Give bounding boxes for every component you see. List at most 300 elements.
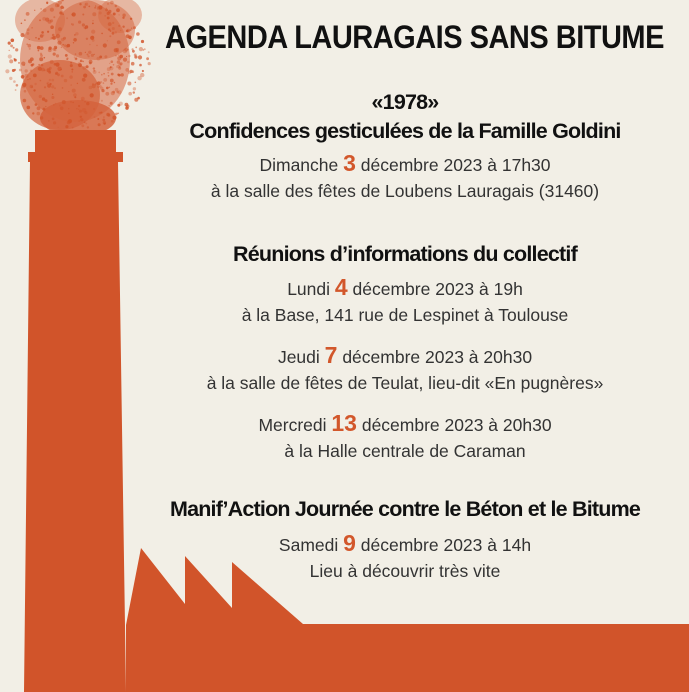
smoke-speck [31, 86, 33, 88]
smoke-speck [5, 69, 9, 73]
smoke-speck [53, 53, 56, 56]
smoke-speck [67, 121, 71, 125]
smoke-speck [34, 83, 36, 85]
smoke-speck [27, 32, 30, 35]
smoke-speck [71, 69, 73, 71]
manif-date-prefix: Samedi [278, 535, 344, 555]
smoke-speck [14, 59, 16, 61]
smoke-speck [103, 82, 105, 84]
smoke-speck [124, 48, 128, 52]
smoke-speck [106, 87, 109, 90]
meeting1-date-prefix: Lundi [287, 279, 335, 299]
smoke-speck [120, 30, 121, 31]
smoke-speck [40, 54, 43, 57]
meeting3-date-day: 13 [331, 410, 357, 436]
smoke-speck [94, 7, 96, 9]
smoke-speck [77, 83, 78, 84]
smoke-speck [72, 89, 76, 93]
smoke-speck [82, 23, 85, 26]
smoke-speck [101, 33, 103, 35]
show-date-day: 3 [343, 150, 356, 176]
smoke-speck [133, 87, 136, 90]
smoke-speck [70, 101, 72, 103]
smoke-speck [32, 63, 34, 65]
smoke-speck [54, 49, 56, 51]
smoke-speck [88, 6, 90, 8]
smoke-speck [128, 55, 130, 57]
smoke-speck [52, 34, 55, 37]
smoke-speck [72, 102, 73, 103]
smoke-speck [24, 19, 26, 21]
smoke-speck [118, 55, 119, 56]
smoke-speck [49, 79, 51, 81]
smoke-speck [40, 34, 44, 38]
smoke-speck [84, 27, 86, 29]
smoke-speck [110, 102, 113, 105]
smoke-speck [90, 36, 94, 40]
smoke-speck [126, 56, 127, 57]
smoke-speck [78, 109, 79, 110]
smoke-speck [83, 6, 86, 9]
smoke-speck [93, 108, 95, 110]
smoke-speck [16, 84, 19, 87]
smoke-speck [87, 126, 89, 128]
smoke-speck [115, 55, 117, 57]
smoke-speck [21, 75, 25, 79]
smoke-speck [81, 99, 83, 101]
smoke-speck [35, 103, 38, 106]
smoke-speck [82, 108, 86, 112]
smoke-speck [118, 14, 119, 15]
smoke-speck [55, 63, 59, 67]
smoke-speck [99, 56, 102, 59]
smoke-speck [134, 98, 138, 102]
smoke-speck [86, 102, 89, 105]
smoke-speck [103, 116, 104, 117]
smoke-speck [44, 86, 46, 88]
smoke-speck [27, 28, 30, 31]
smoke-speck [25, 74, 29, 78]
smoke-speck [43, 34, 44, 35]
smoke-speck [128, 36, 132, 40]
smoke-speck [115, 31, 117, 33]
smoke-speck [107, 12, 110, 15]
smoke-speck [64, 79, 67, 82]
smoke-speck [100, 112, 102, 114]
meeting3-place: à la Halle centrale de Caraman [284, 441, 526, 461]
smoke-speck [73, 38, 77, 42]
smoke-speck [131, 62, 135, 66]
smoke-speck [118, 25, 120, 27]
smoke-speck [54, 87, 56, 89]
smoke-speck [44, 69, 46, 71]
smoke-speck [110, 30, 112, 32]
smoke-speck [38, 64, 39, 65]
smoke-speck [93, 67, 95, 69]
smoke-speck [37, 106, 41, 110]
smoke-speck [9, 59, 13, 63]
smoke-speck [115, 5, 117, 7]
smoke-speck [75, 57, 78, 60]
smoke-speck [38, 67, 42, 71]
smoke-speck [68, 108, 69, 109]
manif-date-suffix: décembre 2023 à 14h [355, 535, 532, 555]
meeting3-date-suffix: décembre 2023 à 20h30 [356, 415, 552, 435]
smoke-speck [43, 108, 46, 111]
smoke-speck [9, 50, 10, 51]
smoke-speck [72, 23, 74, 25]
smoke-speck [135, 47, 137, 49]
smoke-speck [44, 57, 46, 59]
meeting2-date-prefix: Jeudi [277, 347, 325, 367]
smoke-speck [68, 113, 70, 115]
smoke-speck [24, 90, 27, 93]
smoke-speck [70, 84, 72, 86]
smoke-speck [52, 94, 53, 95]
smoke-speck [104, 55, 107, 58]
smoke-speck [92, 23, 94, 25]
smoke-speck [29, 39, 30, 40]
smoke-speck [26, 12, 30, 16]
smoke-speck [133, 26, 136, 29]
smoke-speck [101, 74, 103, 76]
smoke-speck [103, 121, 106, 124]
smoke-speck [70, 64, 73, 67]
smoke-speck [106, 8, 107, 9]
smoke-speck [113, 13, 116, 16]
smoke-speck [72, 127, 74, 129]
smoke-speck [92, 84, 96, 88]
smoke-speck [90, 93, 94, 97]
smoke-speck [89, 86, 93, 90]
smoke-speck [116, 48, 119, 51]
meeting1-date-day: 4 [334, 274, 348, 300]
smoke-speck [30, 57, 34, 61]
smoke-speck [100, 87, 103, 90]
smoke-speck [42, 17, 46, 21]
smoke-speck [43, 9, 47, 13]
smoke-speck [117, 40, 121, 44]
smoke-speck [115, 113, 118, 116]
smoke-speck [112, 91, 115, 94]
smoke-speck [128, 92, 132, 96]
smoke-speck [109, 87, 111, 89]
smoke-speck [78, 120, 80, 122]
smoke-speck [85, 52, 86, 53]
smoke-speck [47, 68, 51, 72]
smoke-speck [62, 87, 64, 89]
smoke-speck [66, 17, 68, 19]
smoke-speck [84, 101, 86, 103]
smoke-speck [111, 60, 114, 63]
smoke-speck [10, 45, 13, 48]
smoke-speck [57, 41, 61, 45]
smoke-speck [37, 46, 41, 50]
show-place: à la salle des fêtes de Loubens Lauragais (31460) [210, 181, 600, 201]
smoke-speck [127, 82, 131, 86]
smoke-speck [111, 73, 114, 76]
smoke-speck [60, 69, 62, 71]
smoke-speck [46, 1, 48, 3]
smoke-speck [33, 89, 35, 91]
smoke-speck [107, 72, 109, 74]
smoke-speck [61, 75, 64, 78]
smoke-speck [74, 96, 76, 98]
smoke-speck [26, 43, 28, 45]
smoke-speck [59, 105, 61, 107]
smoke-speck [133, 91, 135, 93]
smoke-speck [31, 27, 33, 29]
manif-date-day: 9 [343, 530, 356, 556]
smoke-speck [88, 55, 90, 57]
smoke-speck [21, 62, 25, 66]
smoke-speck [121, 73, 124, 76]
smoke-speck [122, 26, 124, 28]
smoke-speck [91, 54, 94, 57]
smoke-speck [79, 52, 83, 56]
smoke-speck [92, 12, 96, 16]
smoke-speck [62, 100, 66, 104]
show-date [150, 150, 660, 177]
smoke-speck [86, 38, 88, 40]
smoke-speck [39, 19, 41, 21]
smoke-speck [80, 59, 83, 62]
smoke-speck [95, 5, 96, 6]
smoke-speck [80, 118, 83, 121]
smoke-speck [125, 106, 128, 109]
smoke-speck [109, 35, 111, 37]
smoke-speck [68, 91, 69, 92]
smoke-speck [72, 12, 76, 16]
meeting2-date-suffix: décembre 2023 à 20h30 [337, 347, 533, 367]
smoke-speck [39, 57, 43, 61]
smoke-speck [140, 73, 144, 77]
smoke-speck [98, 72, 100, 74]
manif-place: Lieu à découvrir très vite [309, 561, 501, 581]
smoke-speck [108, 75, 110, 77]
smoke-speck [112, 22, 114, 24]
smoke-speck [117, 60, 120, 63]
smoke-speck [40, 80, 42, 82]
smoke-speck [37, 112, 41, 116]
smoke-speck [112, 32, 115, 35]
smoke-speck [55, 3, 59, 7]
smoke-speck [32, 112, 34, 114]
smoke-speck [127, 61, 130, 64]
smoke-speck [85, 3, 87, 5]
smoke-speck [63, 7, 64, 8]
smoke-speck [38, 38, 40, 40]
smoke-speck [130, 18, 132, 20]
smoke-speck [65, 54, 68, 57]
smoke-speck [110, 1, 114, 5]
smoke-speck [134, 54, 137, 57]
smoke-speck [8, 54, 12, 58]
smoke-speck [27, 79, 28, 80]
smoke-speck [139, 64, 142, 67]
smoke-speck [34, 10, 35, 11]
smoke-speck [56, 54, 59, 57]
smoke-speck [135, 82, 137, 84]
smoke-speck [119, 66, 121, 68]
smoke-speck [79, 110, 82, 113]
smoke-speck [15, 48, 18, 51]
smoke-speck [58, 27, 62, 31]
smoke-speck [53, 121, 56, 124]
smoke-speck [78, 105, 80, 107]
smoke-speck [108, 105, 110, 107]
smoke-speck [79, 3, 81, 5]
smoke-speck [106, 113, 110, 117]
meetings-block [150, 242, 660, 462]
smoke-speck [108, 22, 112, 26]
smoke-speck [97, 6, 100, 9]
smoke-speck [45, 106, 46, 107]
meeting2-place: à la salle de fêtes de Teulat, lieu-dit «En pugnères» [206, 373, 604, 393]
smoke-speck [41, 31, 44, 34]
smoke-speck [101, 100, 103, 102]
smoke-speck [132, 50, 135, 53]
smoke-speck [41, 64, 43, 66]
smoke-speck [62, 13, 64, 15]
manif-block [150, 497, 660, 582]
smoke-speck [117, 113, 119, 115]
show-date-prefix: Dimanche [259, 155, 344, 175]
smoke-speck [93, 70, 97, 74]
smoke-speck [52, 118, 55, 121]
smoke-speck [51, 96, 54, 99]
smoke-speck [82, 66, 86, 70]
smoke-speck [87, 54, 89, 56]
meeting1-date [150, 274, 660, 301]
smoke-speck [107, 67, 111, 71]
smoke-speck [88, 51, 91, 54]
smoke-speck [42, 97, 45, 100]
smoke-speck [55, 103, 57, 105]
smoke-speck [33, 74, 37, 78]
smoke-speck [62, 44, 64, 46]
page-title: AGENDA LAURAGAIS SANS BITUME [165, 20, 664, 56]
smoke-speck [102, 119, 105, 122]
smoke-speck [53, 16, 55, 18]
smoke-speck [146, 57, 149, 60]
smoke-speck [40, 8, 42, 10]
smoke-speck [59, 11, 62, 14]
smoke-speck [13, 80, 16, 83]
smoke-speck [82, 61, 84, 63]
smoke-speck [70, 62, 72, 64]
chimney [24, 130, 126, 692]
smoke-speck [30, 70, 32, 72]
smoke-speck [84, 121, 86, 123]
smoke-speck [50, 60, 54, 64]
smoke-speck [110, 83, 112, 85]
smoke-speck [117, 104, 120, 107]
smoke-speck [9, 77, 12, 80]
smoke-speck [55, 47, 57, 49]
smoke-speck [18, 62, 20, 64]
smoke-speck [80, 116, 82, 118]
smoke-speck [58, 127, 59, 128]
smoke-speck [14, 69, 16, 71]
smoke-speck [53, 104, 54, 105]
smoke-speck [103, 43, 107, 47]
smoke-speck [20, 33, 24, 37]
smoke-speck [125, 68, 129, 72]
smoke-speck [103, 78, 107, 82]
show-title: Confidences gesticulées de la Famille Goldini [189, 119, 621, 143]
smoke-speck [75, 53, 77, 55]
smoke-speck [73, 93, 77, 97]
smoke-speck [142, 70, 144, 72]
smoke-speck [110, 79, 114, 83]
meeting3-date-prefix: Mercredi [258, 415, 332, 435]
smoke-speck [76, 108, 77, 109]
smoke-speck [116, 8, 120, 12]
meeting2-date [150, 342, 660, 369]
smoke-speck [123, 58, 127, 62]
smoke-speck [64, 44, 67, 47]
smoke-speck [112, 116, 116, 120]
smoke-speck [29, 78, 30, 79]
smoke-speck [74, 57, 75, 58]
smoke-speck [128, 71, 131, 74]
smoke-speck [94, 116, 96, 118]
smoke-cloud [15, 0, 142, 136]
smoke-speck [48, 47, 51, 50]
smoke-speck [97, 85, 100, 88]
smoke-speck [107, 17, 110, 20]
smoke-speck [105, 9, 108, 12]
smoke-speck [96, 82, 98, 84]
smoke-speck [73, 42, 74, 43]
smoke-speck [61, 47, 62, 48]
smoke-speck [148, 62, 151, 65]
smoke-speck [126, 29, 130, 33]
smoke-speck [107, 40, 108, 41]
smoke-speck [61, 38, 64, 41]
smoke-speck [81, 124, 84, 127]
smoke-speck [22, 85, 26, 89]
smoke-speck [117, 74, 119, 76]
smoke-speck [21, 23, 23, 25]
smoke-speck [82, 78, 86, 82]
manif-date [150, 530, 660, 557]
smoke-speck [131, 28, 132, 29]
smoke-speck [19, 69, 22, 72]
smoke-speck [53, 36, 57, 40]
smoke-speck [111, 120, 114, 123]
meeting1-date-suffix: décembre 2023 à 19h [347, 279, 523, 299]
smoke-speck [114, 82, 116, 84]
smoke-speck [55, 73, 57, 75]
smoke-speck [51, 85, 54, 88]
smoke-speck [96, 45, 98, 47]
smoke-speck [15, 89, 17, 91]
smoke-speck [50, 8, 54, 12]
smoke-speck [103, 73, 105, 75]
smoke-speck [50, 25, 54, 29]
smoke-speck [107, 3, 109, 5]
smoke-speck [125, 103, 129, 107]
smoke-speck [89, 60, 93, 64]
smoke-speck [52, 79, 55, 82]
smoke-speck [25, 69, 28, 72]
smoke-speck [47, 84, 51, 88]
smoke-speck [28, 44, 32, 48]
smoke-speck [38, 50, 40, 52]
show-quote: «1978» [371, 90, 439, 114]
